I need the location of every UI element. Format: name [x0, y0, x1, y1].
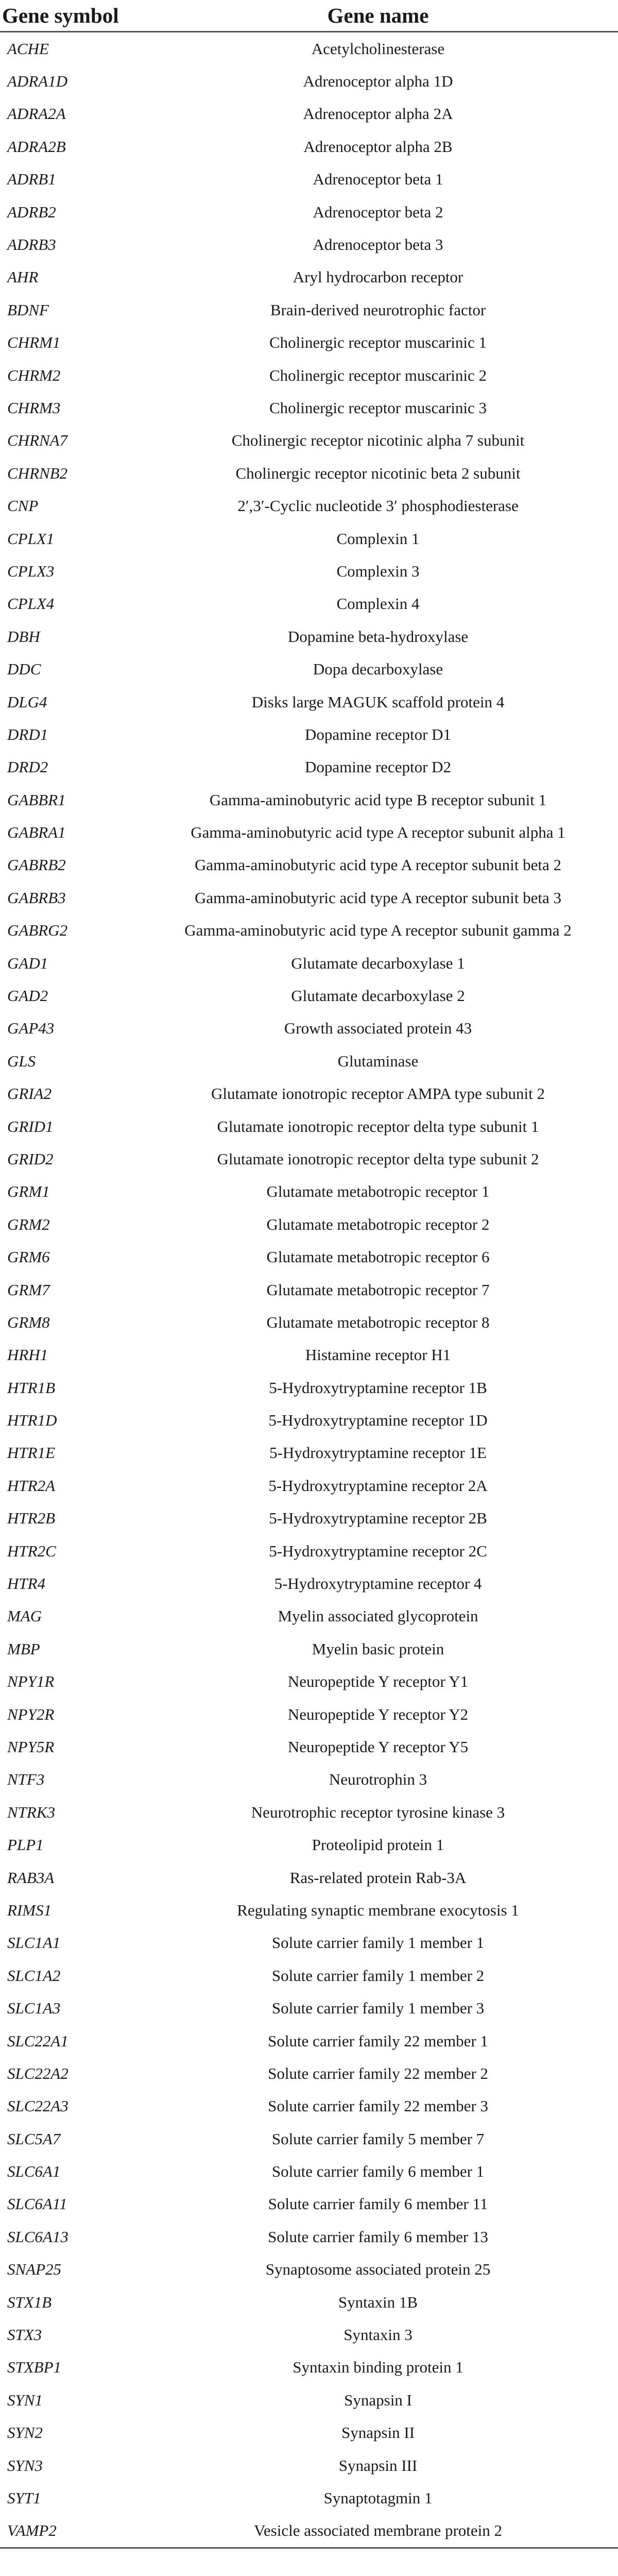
- gene-name-cell: Solute carrier family 1 member 2: [271, 1966, 485, 1985]
- table-row: [0, 979, 618, 1012]
- table-row: [0, 1796, 618, 1828]
- gene-name-cell: Neuropeptide Y receptor Y5: [287, 1738, 469, 1756]
- gene-symbol-cell: CHRNA7: [7, 431, 68, 450]
- gene-name-cell: Syntaxin 3: [344, 2326, 413, 2344]
- gene-symbol-cell: SLC1A3: [7, 1999, 61, 2018]
- gene-name-cell: Dopamine beta-hydroxylase: [287, 627, 469, 646]
- table-row: [0, 1241, 618, 1273]
- gene-name-cell: Proteolipid protein 1: [312, 1836, 444, 1854]
- table-row: [0, 1176, 618, 1208]
- gene-name-cell: Cholinergic receptor nicotinic alpha 7 subunit: [231, 431, 525, 450]
- gene-symbol-cell: STX3: [7, 2326, 42, 2344]
- table-row: [0, 1404, 618, 1436]
- gene-name-cell: Gamma-aminobutyric acid type A receptor subunit gamma 2: [184, 921, 572, 940]
- gene-name-cell: Complexin 3: [336, 562, 420, 580]
- gene-name-cell: Vesicle associated membrane protein 2: [138, 2515, 618, 2548]
- gene-name-cell: Growth associated protein 43: [284, 1019, 472, 1038]
- table-row: [0, 718, 618, 751]
- gene-name-cell: Dopamine receptor D1: [304, 725, 452, 743]
- gene-symbol-cell: DLG4: [7, 692, 47, 711]
- table-row: [0, 261, 618, 294]
- gene-name-cell: Adrenoceptor alpha 2B: [303, 137, 453, 156]
- gene-name-cell: Regulating synaptic membrane exocytosis 1: [237, 1901, 519, 1919]
- gene-name-cell: Cholinergic receptor muscarinic 2: [269, 366, 487, 384]
- table-row: [0, 2286, 618, 2318]
- gene-symbol-cell: SYN1: [7, 2391, 43, 2409]
- table-row: [0, 849, 618, 882]
- gene-symbol-cell: AHR: [7, 268, 39, 286]
- gene-name-cell: Solute carrier family 22 member 3: [268, 2097, 488, 2115]
- table-row: [0, 1371, 618, 1404]
- gene-name-cell: Cholinergic receptor muscarinic 1: [269, 333, 487, 352]
- table-row: [0, 65, 618, 97]
- table-row: [0, 816, 618, 849]
- gene-symbol-cell: GAD2: [7, 987, 48, 1005]
- table-row: [0, 1469, 618, 1502]
- gene-symbol-cell: SLC6A1: [7, 2162, 61, 2181]
- gene-name-cell: Complexin 4: [336, 595, 420, 613]
- gene-name-cell: Adrenoceptor alpha 1D: [303, 72, 453, 91]
- gene-name-cell: Neuropeptide Y receptor Y1: [287, 1672, 469, 1691]
- gene-symbol-cell: ADRA1D: [7, 72, 68, 91]
- table-row: [0, 196, 618, 228]
- gene-symbol-cell: GRM8: [7, 1313, 50, 1331]
- gene-name-cell: Synaptosome associated protein 25: [265, 2260, 491, 2279]
- gene-symbol-cell: GRID1: [7, 1117, 54, 1136]
- gene-name-cell: Neuropeptide Y receptor Y2: [287, 1705, 469, 1723]
- gene-symbol-cell: HTR4: [7, 1574, 46, 1593]
- gene-name-cell: Neurotrophin 3: [329, 1770, 427, 1789]
- gene-name-cell: Solute carrier family 1 member 3: [271, 1999, 485, 2018]
- gene-symbol-cell: SLC22A1: [7, 2031, 68, 2050]
- gene-symbol-cell: CPLX1: [7, 529, 55, 548]
- gene-symbol-cell: ADRB1: [7, 170, 56, 189]
- gene-symbol-cell: ADRB2: [7, 202, 56, 221]
- gene-name-cell: Gamma-aminobutyric acid type A receptor subunit alpha 1: [191, 823, 565, 842]
- gene-symbol-cell: CHRM1: [7, 333, 61, 352]
- gene-symbol-cell: RAB3A: [7, 1868, 55, 1887]
- table-row: [0, 1208, 618, 1241]
- gene-symbol-cell: NPY5R: [7, 1738, 55, 1756]
- gene-name-cell: Synapsin II: [341, 2424, 415, 2442]
- table-row: [0, 620, 618, 653]
- gene-name-cell: Glutamate ionotropic receptor AMPA type subunit 2: [211, 1084, 545, 1103]
- gene-symbol-cell: SLC5A7: [7, 2129, 61, 2148]
- gene-name-cell: Neurotrophic receptor tyrosine kinase 3: [251, 1803, 505, 1821]
- gene-symbol-cell: DRD2: [7, 758, 48, 776]
- gene-name-cell: Synapsin I: [344, 2391, 412, 2409]
- gene-name-cell: 5-Hydroxytryptamine receptor 1B: [269, 1378, 487, 1397]
- gene-symbol-cell: GRM7: [7, 1280, 50, 1299]
- table-row: [0, 392, 618, 424]
- gene-symbol-cell: MAG: [7, 1607, 42, 1625]
- gene-symbol-cell: CPLX4: [7, 595, 55, 613]
- table-row: [0, 947, 618, 979]
- table-row: [0, 2188, 618, 2221]
- table-row: [0, 2123, 618, 2155]
- gene-symbol-cell: HTR1B: [7, 1378, 55, 1397]
- table-row: [0, 1861, 618, 1894]
- gene-symbol-cell: NTF3: [7, 1770, 45, 1789]
- gene-symbol-cell: BDNF: [7, 300, 49, 319]
- table-row: [0, 653, 618, 685]
- gene-symbol-cell: GRM1: [7, 1182, 50, 1201]
- gene-name-cell: Synapsin III: [338, 2456, 418, 2475]
- column-header-gene-symbol: Gene symbol: [0, 0, 138, 32]
- table-row: [0, 294, 618, 326]
- table-row: [0, 555, 618, 587]
- table-row: [0, 2482, 618, 2514]
- gene-symbol-cell: GRM2: [7, 1215, 50, 1233]
- table-row: [0, 1698, 618, 1731]
- table-row: [0, 2351, 618, 2384]
- gene-symbol-cell: DDC: [7, 660, 41, 679]
- gene-name-cell: Brain-derived neurotrophic factor: [270, 300, 486, 319]
- gene-name-cell: Cholinergic receptor muscarinic 3: [269, 398, 487, 417]
- gene-symbol-cell: ADRA2B: [7, 137, 66, 156]
- gene-name-cell: Acetylcholinesterase: [311, 39, 445, 58]
- gene-symbol-cell: CHRM2: [7, 366, 61, 384]
- table-row: [0, 1927, 618, 1959]
- table-row: [0, 163, 618, 196]
- gene-symbol-cell: GRM6: [7, 1248, 50, 1266]
- gene-name-cell: Complexin 1: [336, 529, 420, 548]
- gene-symbol-cell: SLC1A2: [7, 1966, 61, 1985]
- gene-name-cell: Glutaminase: [337, 1052, 419, 1070]
- gene-symbol-cell: VAMP2: [0, 2515, 138, 2548]
- gene-name-cell: Myelin associated glycoprotein: [278, 1607, 478, 1625]
- gene-symbol-cell: GRIA2: [7, 1084, 52, 1103]
- table-row: [0, 228, 618, 261]
- table-row: [0, 2155, 618, 2188]
- gene-symbol-cell: SYT1: [7, 2488, 41, 2507]
- gene-name-cell: Glutamate metabotropic receptor 8: [266, 1313, 490, 1331]
- table-row: [0, 1045, 618, 1077]
- gene-symbol-cell: CHRNB2: [7, 464, 68, 482]
- gene-symbol-cell: GABRA1: [7, 823, 66, 842]
- gene-symbol-cell: HTR2A: [7, 1476, 55, 1495]
- gene-name-cell: Adrenoceptor beta 3: [313, 235, 443, 254]
- gene-symbol-cell: NPY2R: [7, 1705, 55, 1723]
- table-row: [0, 130, 618, 163]
- gene-name-cell: 5-Hydroxytryptamine receptor 2B: [269, 1509, 487, 1528]
- gene-symbol-cell: GAD1: [7, 954, 48, 972]
- gene-name-cell: Gamma-aminobutyric acid type A receptor subunit beta 3: [195, 888, 561, 907]
- table-row: [0, 2057, 618, 2090]
- gene-symbol-cell: DBH: [7, 627, 40, 646]
- gene-name-cell: Ras-related protein Rab-3A: [289, 1868, 467, 1887]
- table-row: [0, 98, 618, 130]
- table-row: [0, 1274, 618, 1306]
- table-row: [0, 2221, 618, 2253]
- gene-name-cell: 5-Hydroxytryptamine receptor 2C: [269, 1541, 487, 1560]
- gene-symbol-cell: HTR1D: [7, 1411, 57, 1430]
- gene-symbol-cell: GRID2: [7, 1149, 54, 1168]
- gene-symbol-cell: GLS: [7, 1052, 36, 1070]
- table-row: [0, 327, 618, 359]
- table-row: [0, 1828, 618, 1861]
- table-row: [0, 1633, 618, 1665]
- gene-symbol-cell: DRD1: [7, 725, 48, 743]
- table-row: [0, 489, 618, 522]
- gene-name-cell: Syntaxin 1B: [338, 2293, 418, 2311]
- table-row: [0, 2384, 618, 2416]
- gene-name-cell: Solute carrier family 1 member 1: [271, 1934, 485, 1952]
- gene-name-cell: Glutamate metabotropic receptor 2: [266, 1215, 490, 1233]
- gene-name-cell: 5-Hydroxytryptamine receptor 2A: [268, 1476, 488, 1495]
- table-row: [0, 1731, 618, 1763]
- table-row: [0, 1143, 618, 1175]
- table-row: [0, 522, 618, 555]
- gene-name-cell: Glutamate decarboxylase 2: [291, 987, 465, 1005]
- gene-name-cell: Dopa decarboxylase: [313, 660, 443, 679]
- gene-name-cell: Solute carrier family 6 member 1: [271, 2162, 485, 2181]
- table-row: [0, 2449, 618, 2482]
- gene-symbol-cell: CPLX3: [7, 562, 55, 580]
- table-row: [0, 751, 618, 784]
- gene-symbol-cell: SLC22A3: [7, 2097, 68, 2115]
- table-header-row: [0, 0, 618, 32]
- table-row: [0, 588, 618, 620]
- gene-symbol-cell: SLC6A11: [7, 2195, 67, 2213]
- table-row: [0, 1764, 618, 1796]
- table-row: [0, 2417, 618, 2449]
- gene-name-cell: Gamma-aminobutyric acid type B receptor subunit 1: [209, 790, 547, 809]
- table-row: [0, 1567, 618, 1600]
- table-row: [0, 1012, 618, 1045]
- gene-symbol-cell: SNAP25: [7, 2260, 62, 2279]
- table-row: [0, 1666, 618, 1698]
- gene-name-cell: Synaptotagmin 1: [323, 2488, 433, 2507]
- table-row: [0, 1502, 618, 1535]
- gene-symbol-cell: NPY1R: [7, 1672, 55, 1691]
- gene-symbol-cell: ADRB3: [7, 235, 56, 254]
- table-row: [0, 1437, 618, 1469]
- gene-symbol-cell: SYN3: [7, 2456, 43, 2475]
- gene-symbol-cell: GABBR1: [7, 790, 66, 809]
- gene-name-cell: Adrenoceptor beta 2: [313, 202, 443, 221]
- table-row: [0, 1600, 618, 1633]
- table-row: [0, 1110, 618, 1143]
- table-row: [0, 1078, 618, 1110]
- gene-name-cell: Solute carrier family 5 member 7: [271, 2129, 485, 2148]
- gene-name-cell: Syntaxin binding protein 1: [293, 2358, 464, 2377]
- gene-name-cell: 5-Hydroxytryptamine receptor 4: [274, 1574, 482, 1593]
- gene-symbol-cell: HRH1: [7, 1346, 48, 1364]
- gene-symbol-cell: CHRM3: [7, 398, 61, 417]
- table-row: [0, 359, 618, 392]
- gene-symbol-cell: MBP: [7, 1639, 40, 1658]
- table-row: [0, 882, 618, 914]
- gene-name-cell: Solute carrier family 22 member 2: [268, 2064, 488, 2082]
- gene-name-cell: 2′,3′-Cyclic nucleotide 3′ phosphodiesterase: [237, 497, 519, 515]
- gene-name-cell: Glutamate decarboxylase 1: [291, 954, 465, 972]
- gene-symbol-cell: STXBP1: [7, 2358, 62, 2377]
- gene-symbol-cell: CNP: [7, 497, 39, 515]
- gene-symbol-cell: HTR2B: [7, 1509, 55, 1528]
- gene-name-cell: Aryl hydrocarbon receptor: [293, 268, 464, 286]
- gene-name-cell: Myelin basic protein: [312, 1639, 444, 1658]
- table-row: [0, 1535, 618, 1567]
- table-row: [0, 1959, 618, 1992]
- gene-name-cell: Glutamate metabotropic receptor 6: [266, 1248, 490, 1266]
- gene-symbol-cell: ADRA2A: [7, 105, 66, 123]
- gene-name-cell: Solute carrier family 6 member 13: [268, 2227, 488, 2246]
- gene-name-cell: Glutamate metabotropic receptor 1: [266, 1182, 490, 1201]
- gene-symbol-cell: GAP43: [7, 1019, 55, 1038]
- table-row: [0, 2318, 618, 2351]
- table-row: [0, 2515, 618, 2548]
- gene-symbol-cell: HTR1E: [7, 1444, 55, 1462]
- gene-name-cell: 5-Hydroxytryptamine receptor 1D: [268, 1411, 488, 1430]
- gene-symbol-cell: STX1B: [7, 2293, 52, 2311]
- gene-name-cell: Dopamine receptor D2: [304, 758, 452, 776]
- gene-name-cell: Histamine receptor H1: [305, 1346, 451, 1364]
- gene-name-cell: Cholinergic receptor nicotinic beta 2 subunit: [235, 464, 521, 482]
- table-row: [0, 784, 618, 816]
- gene-symbol-cell: SLC22A2: [7, 2064, 68, 2082]
- table-row: [0, 2253, 618, 2286]
- table-row: [0, 686, 618, 718]
- gene-name-cell: Solute carrier family 6 member 11: [268, 2195, 488, 2213]
- table-row: [0, 425, 618, 457]
- gene-symbol-cell: SLC6A13: [7, 2227, 68, 2246]
- table-row: [0, 2090, 618, 2123]
- gene-symbol-cell: RIMS1: [7, 1901, 52, 1919]
- gene-symbol-cell: HTR2C: [7, 1541, 56, 1560]
- gene-name-cell: Adrenoceptor beta 1: [313, 170, 443, 189]
- gene-symbol-cell: NTRK3: [7, 1803, 56, 1821]
- gene-name-cell: Disks large MAGUK scaffold protein 4: [251, 692, 505, 711]
- gene-name-cell: Solute carrier family 22 member 1: [268, 2031, 488, 2050]
- table-row: [0, 2025, 618, 2057]
- gene-name-cell: 5-Hydroxytryptamine receptor 1E: [269, 1444, 487, 1462]
- gene-symbol-cell: SLC1A1: [7, 1934, 61, 1952]
- gene-symbol-cell: GABRB3: [7, 888, 66, 907]
- table-row: [0, 1306, 618, 1338]
- gene-symbol-cell: GABRG2: [7, 921, 68, 940]
- table-row: [0, 1894, 618, 1926]
- table-row: [0, 457, 618, 489]
- gene-name-cell: Glutamate ionotropic receptor delta type subunit 1: [217, 1117, 539, 1136]
- table-row: [0, 1992, 618, 2024]
- gene-name-cell: Gamma-aminobutyric acid type A receptor subunit beta 2: [195, 856, 561, 874]
- gene-name-cell: Adrenoceptor alpha 2A: [303, 105, 453, 123]
- gene-symbol-cell: GABRB2: [7, 856, 66, 874]
- gene-name-cell: Glutamate ionotropic receptor delta type subunit 2: [217, 1149, 539, 1168]
- table-row: [0, 914, 618, 947]
- gene-name-cell: Glutamate metabotropic receptor 7: [266, 1280, 490, 1299]
- gene-symbol-cell: PLP1: [7, 1836, 44, 1854]
- gene-symbol-cell: ACHE: [7, 39, 49, 58]
- table-row: [0, 32, 618, 65]
- column-header-gene-name: Gene name: [138, 0, 618, 32]
- gene-symbol-cell: SYN2: [7, 2424, 43, 2442]
- table-row: [0, 1339, 618, 1371]
